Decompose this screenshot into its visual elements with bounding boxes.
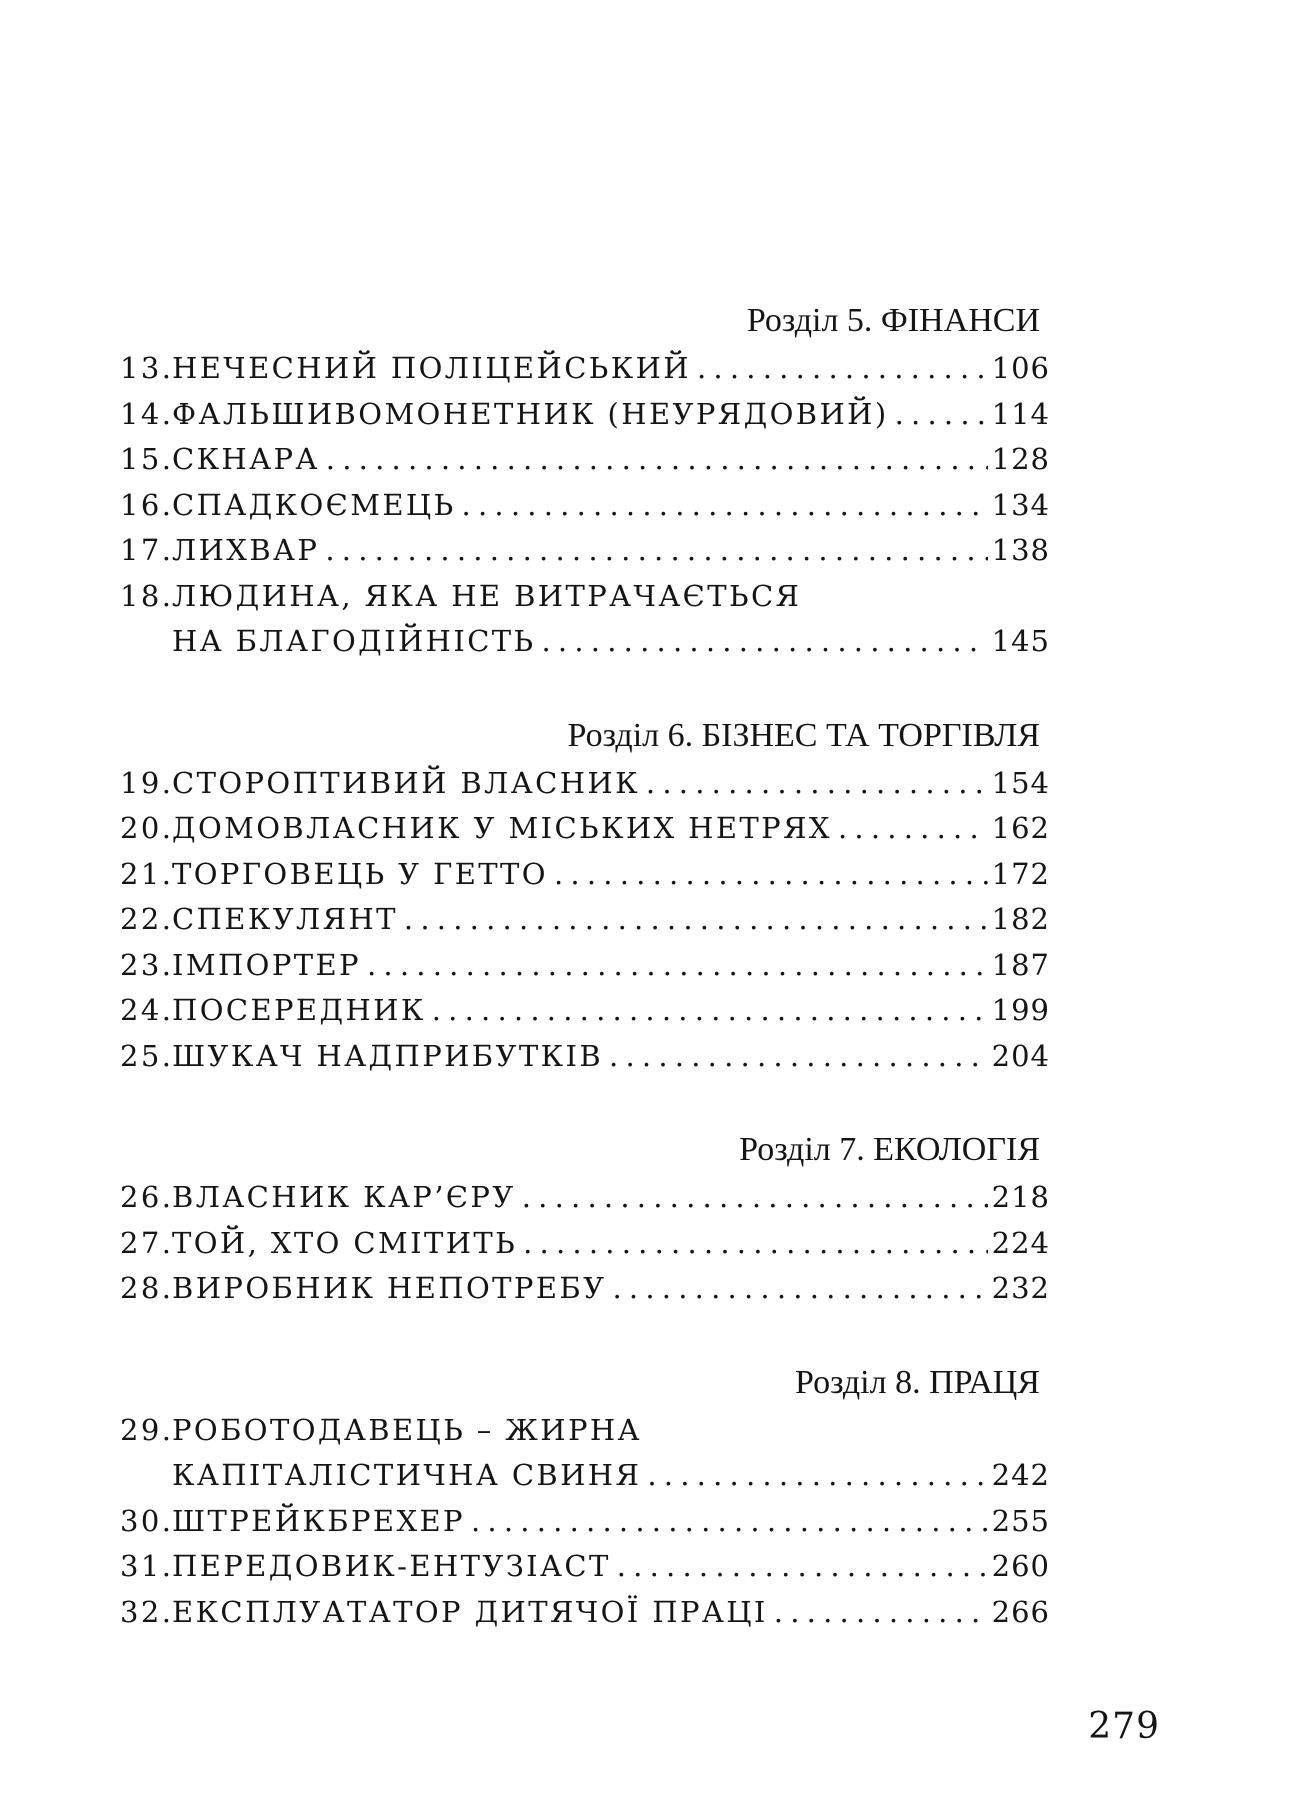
toc-entry-22: [120, 897, 1050, 943]
entry-page: 218: [991, 1180, 1050, 1214]
entry-second-line: [120, 1453, 1050, 1499]
leader-dots: [617, 1544, 988, 1590]
toc-entry-25: [120, 1034, 1050, 1080]
entry-title-line1: ЛЮДИНА, ЯКА НЕ ВИТРАЧАЄТЬСЯ: [172, 578, 802, 613]
section-8: [120, 1362, 1050, 1636]
entry-number: 29.: [120, 1412, 174, 1447]
entry-title-line2: НА БЛАГОДІЙНІСТЬ: [172, 624, 536, 658]
entry-page: 145: [991, 624, 1050, 658]
entry-page: 154: [991, 765, 1050, 800]
entry-number: 24.: [120, 993, 174, 1027]
entry-title: СТОРОПТИВИЙ ВЛАСНИК: [172, 765, 640, 800]
page-number: 279: [1088, 1706, 1160, 1747]
entry-number: 20.: [120, 811, 174, 845]
entry-title: ВЛАСНИК КАР’ЄРУ: [172, 1180, 516, 1214]
entry-title: ВИРОБНИК НЕПОТРЕБУ: [172, 1271, 607, 1305]
entry-number: 19.: [120, 765, 174, 800]
section-5: [120, 300, 1050, 665]
leader-dots: [895, 392, 988, 438]
entry-title: СПАДКОЄМЕЦЬ: [172, 487, 456, 522]
entry-title: НЕЧЕСНИЙ ПОЛІЦЕЙСЬКИЙ: [172, 351, 691, 385]
entry-number: 16.: [120, 487, 174, 522]
entry-number: 18.: [120, 578, 174, 613]
entry-page: 128: [991, 442, 1050, 476]
entry-page: 114: [991, 396, 1050, 431]
leader-dots: [471, 1499, 988, 1545]
toc-entry-14: [120, 392, 1050, 438]
leader-dots: [325, 528, 987, 574]
entry-page: 260: [991, 1549, 1050, 1583]
entry-page: 187: [991, 947, 1050, 982]
toc-entry-31: [120, 1544, 1050, 1590]
entry-title: ШТРЕЙКБРЕХЕР: [172, 1503, 465, 1538]
entry-title: ТОЙ, ХТО СМІТИТЬ: [172, 1225, 518, 1260]
toc-entry-26: [120, 1175, 1050, 1221]
entry-number: 32.: [120, 1594, 174, 1629]
section-heading: Розділ 7. ЕКОЛОГІЯ: [739, 1131, 1040, 1168]
toc-entry-32: [120, 1590, 1050, 1636]
leader-dots: [612, 1266, 987, 1312]
leader-dots: [838, 806, 988, 852]
entry-page: 162: [991, 811, 1050, 845]
entry-number: 23.: [120, 947, 174, 982]
leader-dots: [432, 988, 988, 1034]
leader-dots: [404, 897, 988, 943]
entry-title: СПЕКУЛЯНТ: [172, 902, 398, 936]
leader-dots: [554, 852, 988, 898]
leader-dots: [697, 346, 988, 392]
toc-entry-18: [120, 574, 1050, 665]
entry-page: 266: [991, 1594, 1050, 1629]
leader-dots: [646, 761, 988, 807]
entry-number: 30.: [120, 1503, 174, 1538]
entry-title: СКНАРА: [172, 442, 320, 476]
toc-entry-19: [120, 761, 1050, 807]
toc-entry-24: [120, 988, 1050, 1034]
entry-number: 22.: [120, 902, 174, 936]
entry-number: 26.: [120, 1180, 174, 1214]
leader-dots: [647, 1453, 987, 1499]
entry-title: ПЕРЕДОВИК-ЕНТУЗІАСТ: [172, 1549, 611, 1583]
entry-page: 172: [991, 856, 1050, 891]
entry-title: ШУКАЧ НАДПРИБУТКІВ: [172, 1038, 604, 1073]
toc-entry-20: [120, 806, 1050, 852]
toc-entry-15: [120, 437, 1050, 483]
entry-title: ТОРГОВЕЦЬ У ГЕТТО: [172, 856, 548, 891]
entry-number: 14.: [120, 396, 174, 431]
leader-dots: [326, 437, 988, 483]
entry-title: ПОСЕРЕДНИК: [172, 993, 426, 1027]
section-heading: Розділ 6. БІЗНЕС ТА ТОРГІВЛЯ: [567, 716, 1040, 754]
entry-second-line: [120, 619, 1050, 665]
toc-entry-17: [120, 528, 1050, 574]
leader-dots: [367, 943, 988, 989]
section-6: [120, 715, 1050, 1080]
entry-first-line: [120, 1408, 1050, 1454]
entry-page: 182: [991, 902, 1050, 936]
entry-first-line: [120, 574, 1050, 620]
entry-page: 199: [991, 993, 1050, 1027]
entry-number: 15.: [120, 442, 174, 476]
entry-number: 13.: [120, 351, 174, 385]
entry-title: ІМПОРТЕР: [172, 947, 361, 982]
leader-dots: [609, 1034, 988, 1080]
entry-title: ЛИХВАР: [172, 533, 320, 567]
entry-number: 28.: [120, 1271, 174, 1305]
leader-dots: [774, 1590, 988, 1636]
leader-dots: [522, 1175, 988, 1221]
toc-entry-16: [120, 483, 1050, 529]
toc-entry-27: [120, 1221, 1050, 1267]
section-heading: Розділ 8. ПРАЦЯ: [795, 1363, 1040, 1401]
entry-number: 27.: [120, 1225, 174, 1260]
entry-page: 106: [991, 351, 1050, 385]
entry-number: 25.: [120, 1038, 174, 1073]
toc-entry-21: [120, 852, 1050, 898]
toc-entry-13: [120, 346, 1050, 392]
entry-page: 255: [991, 1503, 1050, 1538]
entry-title-line1: РОБОТОДАВЕЦЬ – ЖИРНА: [172, 1412, 642, 1447]
entry-number: 21.: [120, 856, 174, 891]
entry-page: 138: [991, 533, 1050, 567]
entry-page: 232: [991, 1271, 1050, 1305]
toc-entry-30: [120, 1499, 1050, 1545]
entry-page: 134: [991, 487, 1050, 522]
entry-title: ЕКСПЛУАТАТОР ДИТЯЧОЇ ПРАЦІ: [172, 1594, 768, 1629]
leader-dots: [541, 619, 987, 665]
section-heading: Розділ 5. ФІНАНСИ: [746, 302, 1040, 339]
toc-entry-28: [120, 1266, 1050, 1312]
entry-title-line2: КАПІТАЛІСТИЧНА СВИНЯ: [172, 1458, 642, 1492]
toc-entry-23: [120, 943, 1050, 989]
entry-number: 31.: [120, 1549, 174, 1583]
entry-page: 204: [991, 1038, 1050, 1073]
toc-entry-29: [120, 1408, 1050, 1499]
entry-page: 242: [991, 1458, 1050, 1492]
leader-dots: [462, 483, 988, 529]
entry-title: ДОМОВЛАСНИК У МІСЬКИХ НЕТРЯХ: [172, 811, 832, 845]
table-of-contents: [120, 300, 1050, 1685]
entry-title: ФАЛЬШИВОМОНЕТНИК (НЕУРЯДОВИЙ): [172, 396, 889, 431]
section-7: [120, 1129, 1050, 1312]
entry-page: 224: [991, 1225, 1050, 1260]
entry-number: 17.: [120, 533, 174, 567]
leader-dots: [523, 1221, 988, 1267]
